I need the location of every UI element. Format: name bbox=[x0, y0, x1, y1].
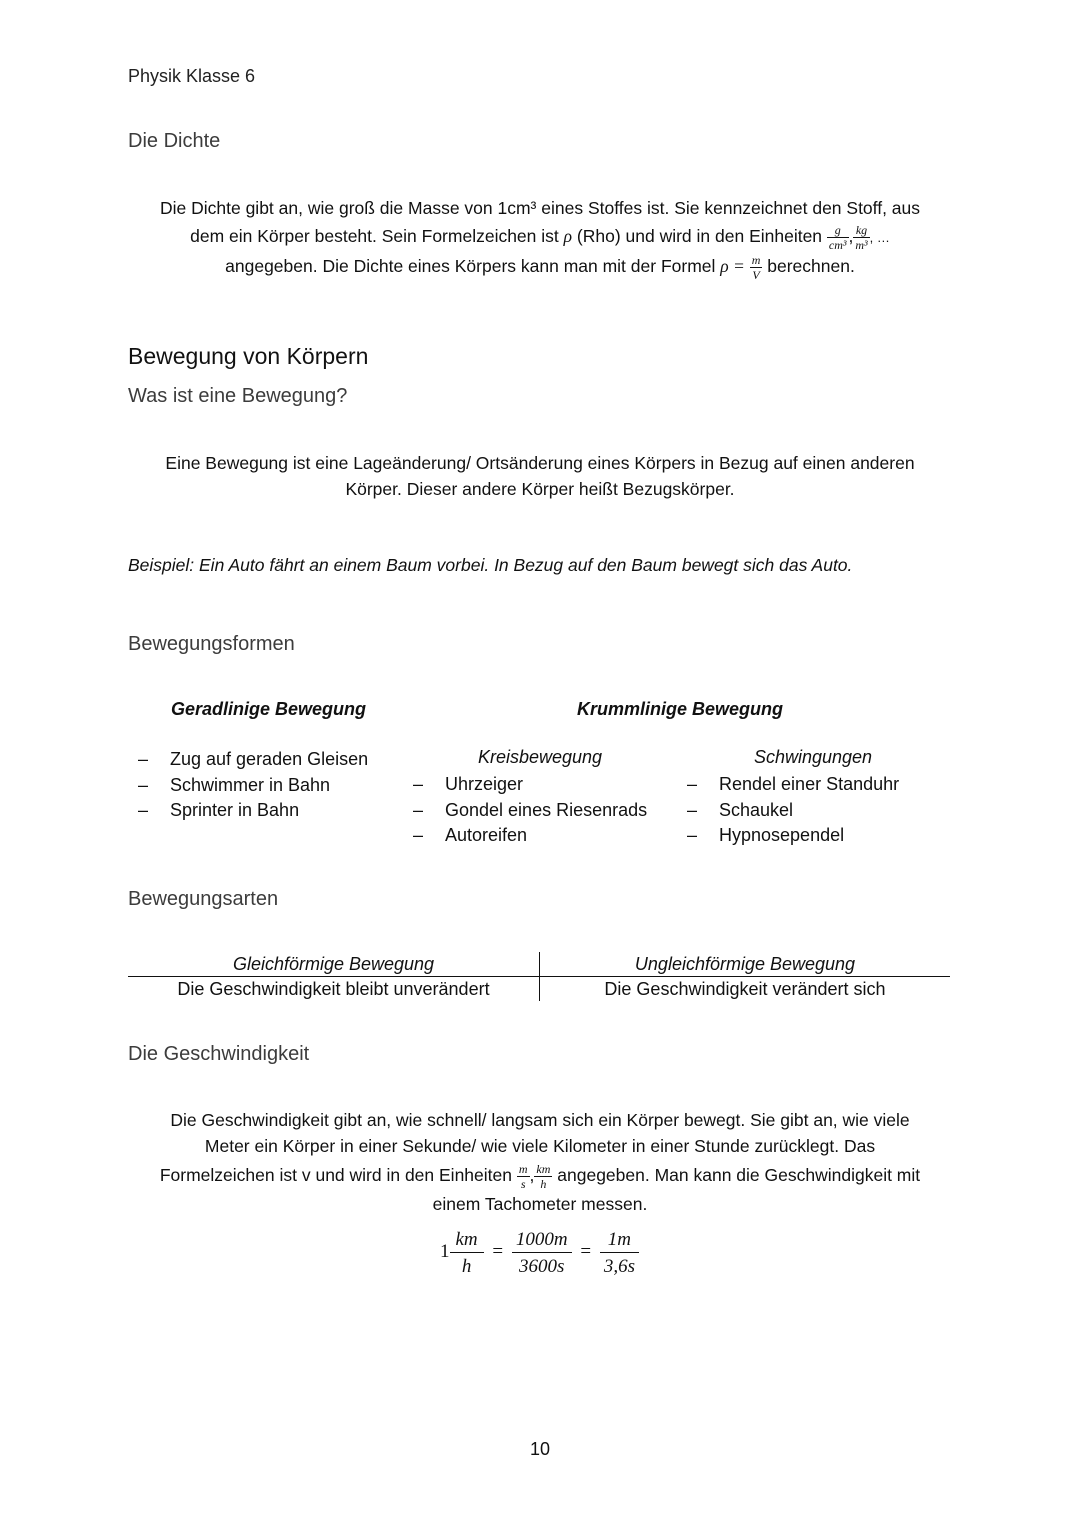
gleichfoermig-title: Gleichförmige Bewegung bbox=[232, 954, 435, 974]
ungleichfoermig-title: Ungleichförmige Bewegung bbox=[634, 954, 856, 974]
subheading-was-ist-bewegung: Was ist eine Bewegung? bbox=[128, 385, 348, 407]
section-heading-bewegungsformen: Bewegungsformen bbox=[128, 633, 295, 655]
page-number: 10 bbox=[529, 1439, 551, 1459]
bewegung-definition: Eine Bewegung ist eine Lageänderung/ Ortsänderung eines Körpers in Bezug auf einen anderen Körper. Dieser andere Körper heißt Bezugskörper. bbox=[165, 453, 915, 499]
dichte-line-1: Die Dichte gibt an, wie groß die Masse von 1cm³ eines Stoffes ist. Sie kennzeichnet den Stoff, aus bbox=[159, 198, 921, 218]
kreisbewegung-title: Kreisbewegung bbox=[477, 747, 603, 767]
speed-conversion-formula: 1 $\frac{km}{h}$ = $\frac{1000m}{3600s}$ = $\frac{1m}{3,6s}$ bbox=[440, 1228, 639, 1276]
unit-fraction-g-cm3: $\frac{g}{\text{cm³}}$ bbox=[828, 222, 847, 252]
list-item: – Zug auf geraden Gleisen bbox=[128, 747, 408, 773]
schwingungen-list bbox=[677, 772, 957, 849]
schwingungen-title: Schwingungen bbox=[753, 747, 873, 767]
list-item: – Autoreifen bbox=[403, 823, 683, 849]
dichte-paragraph bbox=[100, 195, 980, 281]
unit-fraction-kg-m3: $\frac{kg}{\text{m³}}$ bbox=[855, 222, 868, 252]
dichte-line-2: dem ein Körper besteht. Sein Formelzeichen ist ρ (Rho) und wird in den Einheiten $\frac{g}{\text{cm³}}$ , $\frac{kg}{\text{m³}}$ , … bbox=[190, 222, 890, 252]
unit-fraction-m-s: $\frac{m}{s}$ bbox=[518, 1161, 528, 1191]
list-item: – Schwimmer in Bahn bbox=[128, 773, 408, 799]
dichte-line-3: angegeben. Die Dichte eines Körpers kann man mit der Formel ρ = $\frac{m}{V}$ berechnen. bbox=[225, 252, 855, 282]
list-item: – Gondel eines Riesenrads bbox=[403, 798, 683, 824]
rho-symbol: ρ bbox=[563, 226, 573, 246]
conv-fraction-km-h: $\frac{km}{h}$ bbox=[450, 1228, 484, 1276]
section-heading-bewegungsarten: Bewegungsarten bbox=[128, 888, 279, 910]
section-heading-dichte: Die Dichte bbox=[128, 130, 221, 152]
list-item: – Uhrzeiger bbox=[403, 772, 683, 798]
conv-fraction-1m-3-6s: $\frac{1m}{3,6s}$ bbox=[600, 1228, 639, 1276]
geschwindigkeit-paragraph: Die Geschwindigkeit gibt an, wie schnell/ langsam sich ein Körper bewegt. Sie gibt an, wie viele Meter ein Körper in einer Sekunde/ wie viele Kilometer in einer Stunde zurücklegt. Das Formelzeichen ist v und wird in den Einheiten $\frac{m}{s}$ , $\frac{km}{h}$ angegeben. Man kann die Geschwindigkeit mit einem Tachometer messen. bbox=[159, 1110, 921, 1214]
ungleichfoermig-desc: Die Geschwindigkeit verändert sich bbox=[604, 979, 886, 999]
list-item: – Sprinter in Bahn bbox=[128, 798, 408, 824]
conv-fraction-1000m-3600s: $\frac{1000m}{3600s}$ bbox=[512, 1228, 572, 1276]
list-item: – Schaukel bbox=[677, 798, 957, 824]
list-item: – Hypnosependel bbox=[677, 823, 957, 849]
geradlinig-title: Geradlinige Bewegung bbox=[171, 699, 367, 719]
section-heading-bewegung: Bewegung von Körpern bbox=[128, 343, 369, 369]
density-formula-lhs: ρ = bbox=[720, 256, 745, 276]
section-heading-geschwindigkeit: Die Geschwindigkeit bbox=[128, 1043, 310, 1065]
bewegung-example: Beispiel: Ein Auto fährt an einem Baum vorbei. In Bezug auf den Baum bewegt sich das Auto. bbox=[128, 555, 853, 575]
density-formula-fraction: $\frac{m}{V}$ bbox=[751, 252, 761, 282]
page-header: Physik Klasse 6 bbox=[128, 66, 256, 86]
unit-fraction-km-h: $\frac{km}{h}$ bbox=[536, 1161, 551, 1191]
list-item: – Rendel einer Standuhr bbox=[677, 772, 957, 798]
gleichfoermig-desc: Die Geschwindigkeit bleibt unverändert bbox=[177, 979, 490, 999]
geradlinig-list bbox=[128, 747, 408, 824]
kreisbewegung-list bbox=[403, 772, 683, 849]
krummlinig-title: Krummlinige Bewegung bbox=[577, 699, 784, 719]
